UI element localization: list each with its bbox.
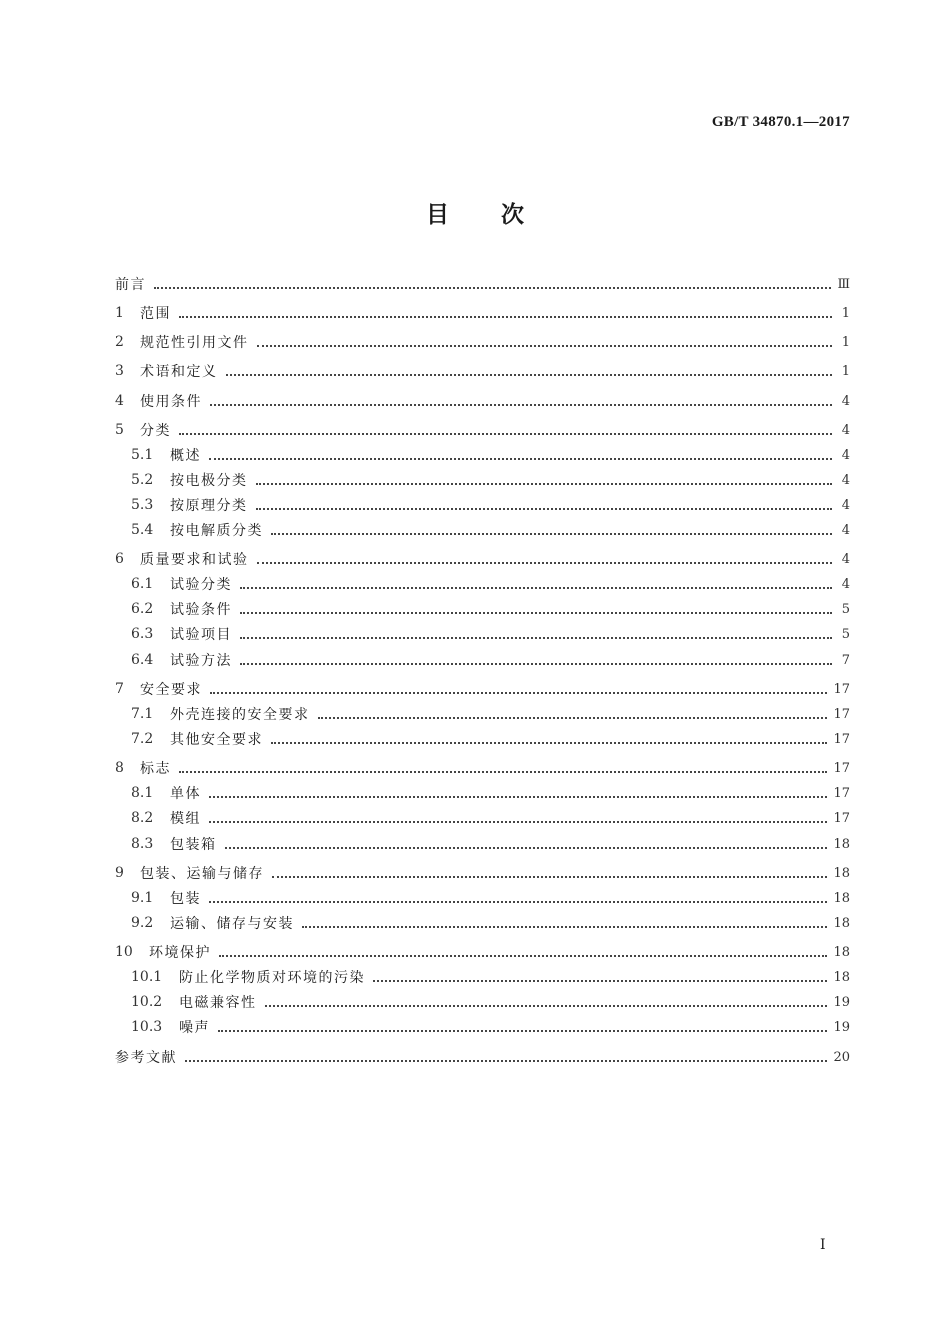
toc-entry-title: 标志: [140, 761, 171, 777]
toc-entry-title: 环境保护: [149, 945, 211, 961]
toc-entry-page: 4: [841, 522, 850, 538]
toc-entry-number: 6.2: [131, 601, 154, 617]
toc-entry-title: 分类: [140, 423, 171, 439]
toc-entry[interactable]: [131, 888, 850, 908]
toc-entry[interactable]: [131, 967, 850, 987]
toc-entry-page: 1: [841, 363, 850, 379]
dot-leader: [179, 420, 832, 440]
toc-entry-number: 5.2: [131, 472, 154, 488]
toc-entry[interactable]: [115, 420, 850, 440]
toc-entry-title: 其他安全要求: [170, 732, 263, 748]
toc-entry-title: 运输、储存与安装: [170, 916, 294, 932]
toc-entry-title: 规范性引用文件: [140, 335, 249, 351]
toc-entry-page: 17: [833, 731, 850, 747]
toc-entry-number: 6.1: [131, 576, 154, 592]
toc-entry-title: 参考文献: [115, 1050, 177, 1066]
toc-entry-page: 1: [841, 305, 850, 321]
page-number: I: [820, 1237, 826, 1253]
dot-leader: [271, 729, 827, 749]
toc-entry-title: 术语和定义: [140, 364, 218, 380]
toc-entry[interactable]: [131, 624, 850, 644]
toc-entry-number: 5.4: [131, 522, 154, 538]
toc-entry-number: 6.4: [131, 652, 154, 668]
toc-entry-title: 试验分类: [170, 577, 232, 593]
toc-entry[interactable]: [131, 470, 850, 490]
dot-leader: [271, 520, 832, 540]
toc-entry-number: 10.3: [131, 1019, 163, 1035]
toc-entry-page: 4: [841, 497, 850, 513]
dot-leader: [302, 913, 827, 933]
toc-entry-title: 前言: [115, 277, 146, 293]
toc-entry-page: 19: [833, 994, 850, 1010]
toc-entry[interactable]: [131, 1017, 850, 1037]
toc-entry-number: 9.1: [131, 890, 154, 906]
toc-entry-number: 6: [115, 551, 124, 567]
toc-entry-title: 概述: [170, 448, 201, 464]
toc-entry-number: 7.2: [131, 731, 154, 747]
toc-entry[interactable]: [115, 274, 850, 294]
toc-entry[interactable]: [115, 758, 850, 778]
toc-entry-number: 10.1: [131, 969, 163, 985]
toc-entry-page: 7: [841, 652, 850, 668]
toc-entry-title: 使用条件: [140, 394, 202, 410]
toc-entry[interactable]: [131, 574, 850, 594]
dot-leader: [209, 445, 832, 465]
toc-entry-page: 17: [833, 810, 850, 826]
toc-entry-number: 2: [115, 334, 124, 350]
dot-leader: [210, 391, 832, 411]
dot-leader: [257, 332, 833, 352]
toc-entry-page: 17: [833, 785, 850, 801]
dot-leader: [209, 808, 827, 828]
toc-entry-page: 18: [833, 944, 850, 960]
toc-entry-title: 范围: [140, 306, 171, 322]
title-char-2: 次: [501, 201, 524, 228]
toc-entry-number: 4: [115, 393, 124, 409]
toc-entry-number: 1: [115, 305, 124, 321]
dot-leader: [256, 495, 833, 515]
toc-entry[interactable]: [131, 834, 850, 854]
toc-entry-title: 电磁兼容性: [179, 995, 257, 1011]
toc-entry-page: Ⅲ: [837, 276, 850, 292]
toc-entry[interactable]: [131, 520, 850, 540]
toc-entry[interactable]: [131, 599, 850, 619]
toc-entry-title: 质量要求和试验: [140, 552, 249, 568]
toc-entry[interactable]: [131, 729, 850, 749]
toc-entry-number: 5.1: [131, 447, 154, 463]
dot-leader: [240, 599, 832, 619]
toc-entry-page: 20: [833, 1049, 850, 1065]
toc-entry-title: 包装、运输与储存: [140, 866, 264, 882]
dot-leader: [210, 679, 827, 699]
toc-entry-title: 防止化学物质对环境的污染: [179, 970, 365, 986]
toc-entry-number: 8.2: [131, 810, 154, 826]
toc-entry-title: 试验项目: [170, 627, 232, 643]
page-title: [0, 196, 950, 229]
toc-entry-number: 8: [115, 760, 124, 776]
toc-entry-title: 试验条件: [170, 602, 232, 618]
toc-entry[interactable]: [131, 783, 850, 803]
toc-entry[interactable]: [131, 992, 850, 1012]
toc-entry-page: 18: [833, 836, 850, 852]
toc-entry-page: 4: [841, 447, 850, 463]
dot-leader: [240, 650, 832, 670]
toc-entry[interactable]: [131, 650, 850, 670]
toc-entry-page: 5: [841, 601, 850, 617]
dot-leader: [240, 574, 832, 594]
toc-entry-number: 9: [115, 865, 124, 881]
toc-entry-page: 1: [841, 334, 850, 350]
toc-entry-number: 10: [115, 944, 133, 960]
toc-entry[interactable]: [131, 913, 850, 933]
toc-entry[interactable]: [131, 495, 850, 515]
dot-leader: [179, 303, 832, 323]
toc-entry-page: 17: [833, 760, 850, 776]
toc-entry-page: 4: [841, 422, 850, 438]
dot-leader: [154, 274, 831, 294]
toc-entry[interactable]: [131, 808, 850, 828]
toc-entry-number: 7: [115, 681, 124, 697]
toc-entry[interactable]: [115, 332, 850, 352]
title-char-1: 目: [426, 201, 449, 228]
toc-entry-title: 外壳连接的安全要求: [170, 707, 310, 723]
toc-entry-number: 6.3: [131, 626, 154, 642]
toc-entry-page: 18: [833, 969, 850, 985]
toc-entry-page: 4: [841, 576, 850, 592]
toc-entry-title: 安全要求: [140, 682, 202, 698]
toc-entry-page: 18: [833, 865, 850, 881]
toc-entry-number: 5: [115, 422, 124, 438]
toc-entry-page: 19: [833, 1019, 850, 1035]
toc-entry[interactable]: [131, 704, 850, 724]
toc-entry[interactable]: [131, 445, 850, 465]
toc-entry[interactable]: [115, 391, 850, 411]
toc-entry-page: 18: [833, 915, 850, 931]
toc-entry[interactable]: [115, 863, 850, 883]
dot-leader: [256, 470, 833, 490]
toc-entry-page: 4: [841, 393, 850, 409]
toc-entry-title: 单体: [170, 786, 201, 802]
toc-entry-page: 4: [841, 472, 850, 488]
toc-entry[interactable]: [115, 1047, 850, 1067]
toc-entry[interactable]: [115, 942, 850, 962]
toc-entry-title: 噪声: [179, 1020, 210, 1036]
toc-entry-number: 9.2: [131, 915, 154, 931]
dot-leader: [226, 361, 833, 381]
toc-entry[interactable]: [115, 303, 850, 323]
toc-entry-number: 3: [115, 363, 124, 379]
toc-entry-number: 8.3: [131, 836, 154, 852]
toc-entry-number: 10.2: [131, 994, 163, 1010]
dot-leader: [318, 704, 828, 724]
dot-leader: [257, 549, 833, 569]
toc-entry-number: 5.3: [131, 497, 154, 513]
dot-leader: [225, 834, 828, 854]
dot-leader: [218, 1017, 827, 1037]
dot-leader: [219, 942, 827, 962]
standard-number: GB/T 34870.1—2017: [711, 114, 850, 130]
dot-leader: [373, 967, 827, 987]
toc-entry-title: 试验方法: [170, 653, 232, 669]
toc-entry[interactable]: [115, 679, 850, 699]
toc-entry-page: 17: [833, 681, 850, 697]
toc-entry-page: 5: [841, 626, 850, 642]
toc-entry-title: 按原理分类: [170, 498, 248, 514]
dot-leader: [179, 758, 827, 778]
dot-leader: [265, 992, 828, 1012]
toc-entry-page: 4: [841, 551, 850, 567]
toc-entry-number: 7.1: [131, 706, 154, 722]
toc-entry-title: 包装箱: [170, 837, 217, 853]
toc-entry-title: 模组: [170, 811, 201, 827]
dot-leader: [272, 863, 827, 883]
dot-leader: [209, 783, 827, 803]
toc-entry-title: 按电极分类: [170, 473, 248, 489]
toc-entry-title: 包装: [170, 891, 201, 907]
dot-leader: [209, 888, 827, 908]
toc-entry-title: 按电解质分类: [170, 523, 263, 539]
dot-leader: [240, 624, 832, 644]
dot-leader: [185, 1047, 827, 1067]
toc-entry-page: 17: [833, 706, 850, 722]
toc-entry[interactable]: [115, 549, 850, 569]
toc-entry[interactable]: [115, 361, 850, 381]
toc-entry-number: 8.1: [131, 785, 154, 801]
toc-entry-page: 18: [833, 890, 850, 906]
